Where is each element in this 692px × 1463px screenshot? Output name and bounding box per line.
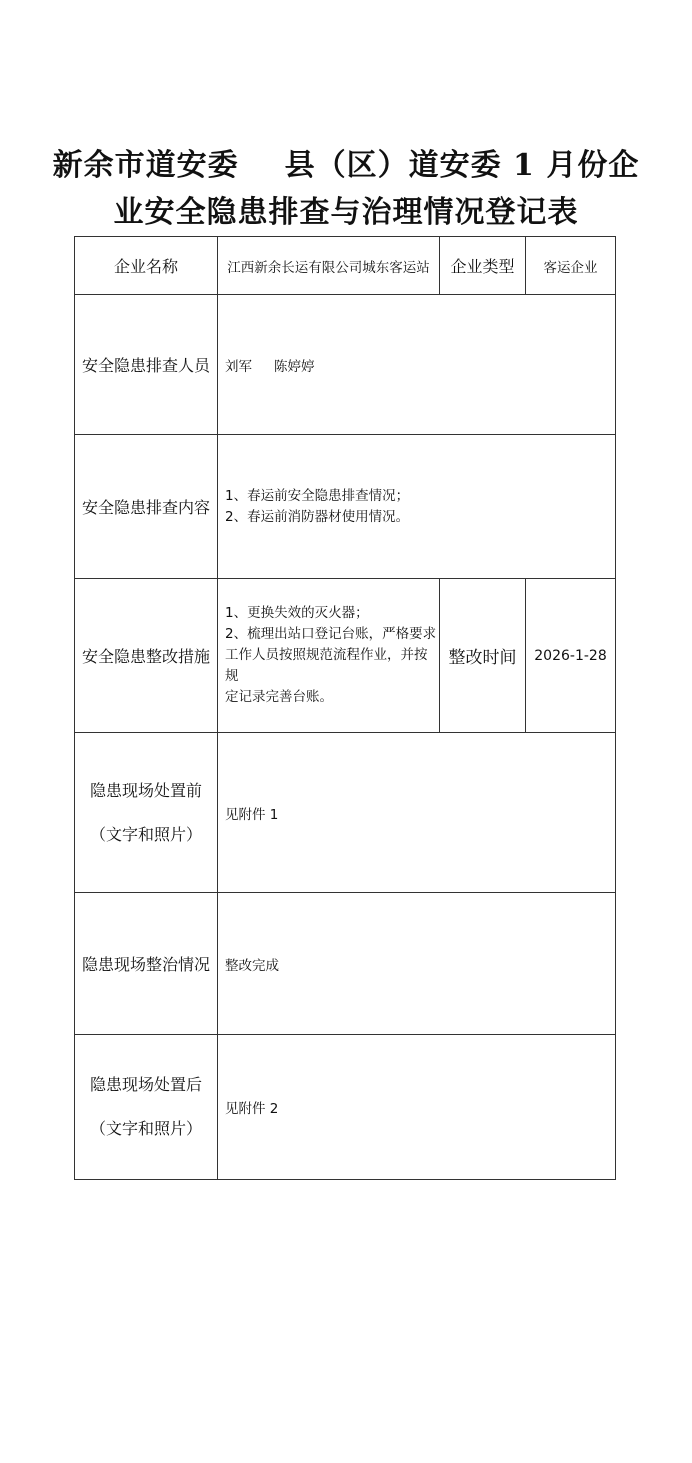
after-label xyxy=(75,1035,218,1180)
rectify-time-label: 整改时间 xyxy=(440,579,526,733)
company-type-label: 企业类型 xyxy=(440,237,526,295)
hazard-registration-table xyxy=(74,236,616,1180)
content-line: 2、春运前消防器材使用情况。 xyxy=(225,508,410,525)
rectification-measures-value xyxy=(218,579,440,733)
before-label-line1: 隐患现场处置前 xyxy=(89,780,202,800)
document-title-line1 xyxy=(0,146,692,186)
row-content xyxy=(75,435,616,579)
after-label-line1: 隐患现场处置后 xyxy=(89,1075,202,1094)
inspection-content-label: 安全隐患排查内容 xyxy=(75,435,218,579)
after-value: 见附件 2 xyxy=(218,1035,616,1180)
before-value: 见附件 1 xyxy=(218,733,616,893)
rectify-time-value: 2026-1-28 xyxy=(526,579,616,733)
title-county-part: 县（区）道安委 1 月份企 xyxy=(284,148,640,183)
rectification-measures-label: 安全隐患整改措施 xyxy=(75,579,218,733)
inspection-content-value xyxy=(218,435,616,579)
remediation-status-value: 整改完成 xyxy=(218,893,616,1035)
row-status xyxy=(75,893,616,1035)
before-label-line2: （文字和照片） xyxy=(89,824,202,844)
measure-line: 2、梳理出站口登记台账，严格要求 xyxy=(225,626,437,642)
row-company xyxy=(75,237,616,295)
before-label xyxy=(75,733,218,893)
row-measures xyxy=(75,579,616,733)
measure-line: 1、更换失效的灭火器； xyxy=(225,605,369,621)
company-name-value: 江西新余长运有限公司城东客运站 xyxy=(218,237,440,295)
inspectors-value xyxy=(218,295,616,435)
measure-line: 定记录完善台账。 xyxy=(225,689,333,705)
inspectors-label: 安全隐患排查人员 xyxy=(75,295,218,435)
inspector-name: 陈婷婷 xyxy=(274,358,315,375)
company-type-value: 客运企业 xyxy=(526,237,616,295)
remediation-status-label: 隐患现场整治情况 xyxy=(75,893,218,1035)
row-after xyxy=(75,1035,616,1180)
document-title-line2: 业安全隐患排查与治理情况登记表 xyxy=(113,195,579,230)
measure-line: 工作人员按照规范流程作业，并按规 xyxy=(225,647,428,684)
inspector-name: 刘军 xyxy=(225,358,252,375)
title-city-part: 新余市道安委 xyxy=(52,148,239,183)
company-name-label: 企业名称 xyxy=(75,237,218,295)
row-inspectors xyxy=(75,295,616,435)
content-line: 1、春运前安全隐患排查情况； xyxy=(225,487,410,504)
row-before xyxy=(75,733,616,893)
after-label-line2: （文字和照片） xyxy=(89,1119,202,1138)
